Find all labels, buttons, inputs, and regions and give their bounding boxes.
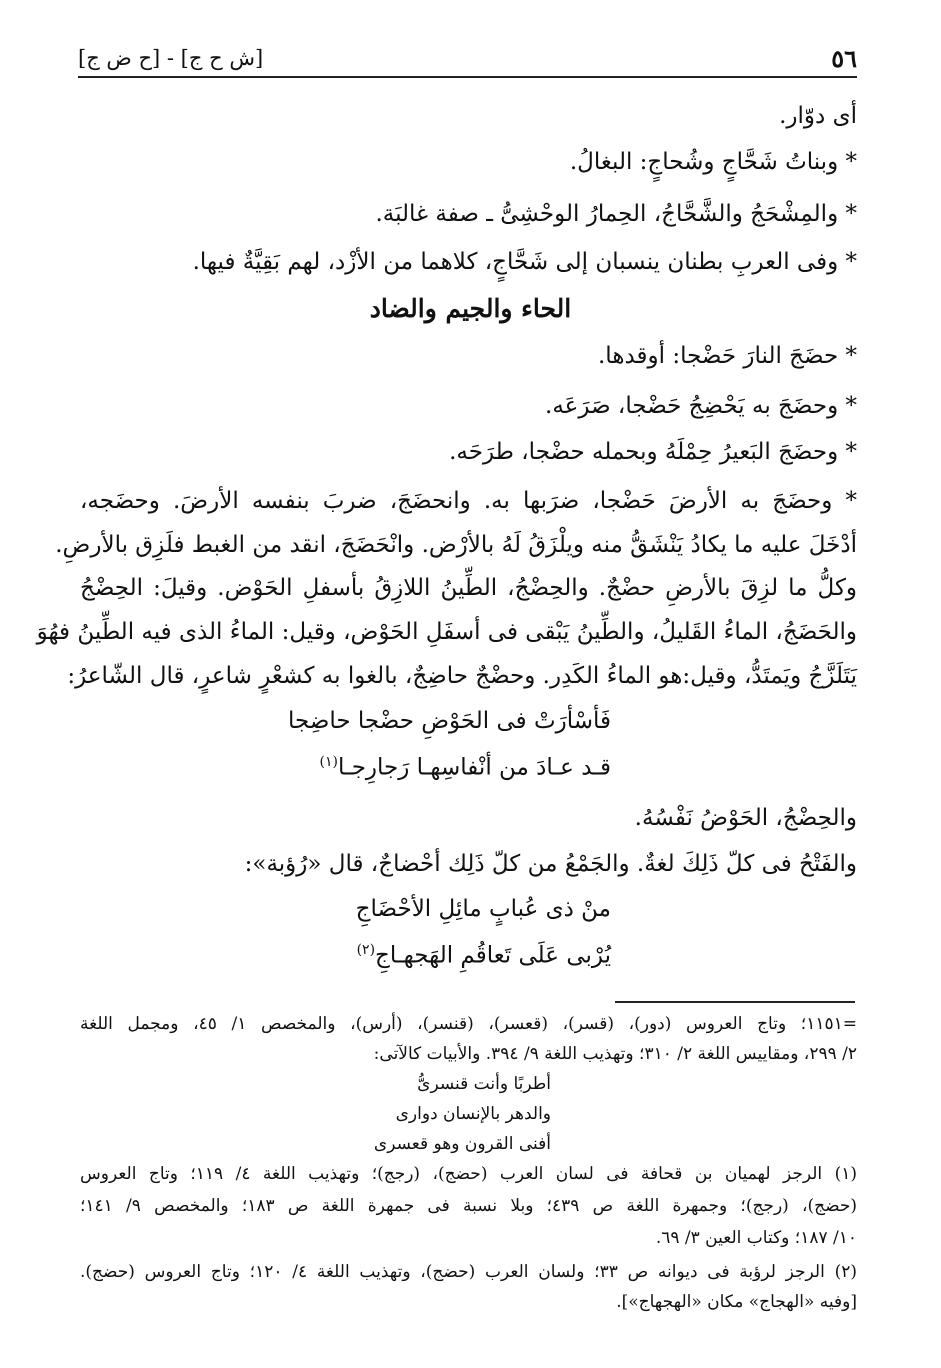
body-line: * وفى العربِ بطنان ينسبان إلى شَحَّاجٍ، كلاهما من الأزْد، لهم بَقِيَّةٌ فيها. — [192, 249, 857, 275]
body-line: * وحضَجَ به الأرضَ حَضْجا، ضرَبها به. وانحضَجَ، ضربَ بنفسه الأرضَ. وحضَجه، — [80, 488, 857, 514]
body-line: يَتَلَزَّجُ ويَمتَدُّ، وقيل:هو الماءُ الكَدِر. وحضْجٌ حاضِجٌ، بالغوا به كشعْرٍ شاعرٍ، قال الشّاعرُ: — [67, 663, 857, 689]
footnote-marker: (١) — [319, 754, 338, 770]
footnote-verse: أطربًا وأنت قنسرىُّ — [417, 1074, 551, 1094]
footnote-verse: أفنى القرون وهو قعسرى — [373, 1134, 551, 1154]
running-title: [ش ح ج] - [ح ض ج] — [78, 46, 264, 70]
footnote-line: (٢) الرجز لرؤبة فى ديوانه ص ٣٣؛ ولسان العرب (حضج)، وتهذيب اللغة ٤/ ١٢٠؛ وتاج العروس (حضج). — [80, 1262, 857, 1282]
verse-line — [357, 942, 611, 969]
footnote-line: (١) الرجز لهميان بن قحافة فى لسان العرب (حضج)، (رجج)؛ وتهذيب اللغة ٤/ ١١٩؛ وتاج العروس — [80, 1164, 857, 1184]
verse-text: قـد عـادَ من أنْفاسِهـا رَجارِجـا — [337, 754, 611, 781]
footnote-verse: والدهر بالإنسان دوارى — [395, 1104, 551, 1124]
body-line: * وحضَجَ به يَحْضِجُ حَضْجا، صَرَعَه. — [545, 393, 857, 419]
footnote-marker: (٢) — [356, 942, 376, 958]
body-line: والفَتْحُ فى كلّ ذَلِكَ لغةٌ. والجَمْعُ من كلّ ذَلِك أحْضاجٌ، قال «رُؤبة»: — [244, 851, 857, 877]
verse-line — [319, 754, 611, 781]
verse-line: منْ ذى عُبابٍ مائِلِ الأحْضَاجِ — [355, 896, 611, 922]
body-line: أدْخَلَ عليه ما يكادُ يَنْشَقُّ منه ويلْزَقُ لَهُ بالأرْض. وانْحَضَجَ، انقد من الغبط فلَزِق بالأرضِ. — [55, 532, 857, 558]
body-line: * والمِشْحَجُ والشَّحَّاجُ، الحِمارُ الوحْشِىُّ ـ صفة غالبَة. — [375, 201, 857, 227]
verse-line: فَأسْأرَتْ فى الحَوْضِ حضْجا حاضِجا — [287, 708, 611, 734]
body-line: * وحضَجَ البَعيرُ حِمْلَهُ وبحمله حضْجا، طرَحَه. — [449, 439, 857, 465]
body-line: أى دوّار. — [779, 103, 857, 129]
footnote-divider — [615, 1001, 855, 1003]
page-number: ٥٦ — [831, 43, 857, 73]
footnote-line: ٢/ ٢٩٩، ومقاييس اللغة ٢/ ٣١٠؛ وتهذيب اللغة ٩/ ٣٩٤. والأبيات كالآتى: — [373, 1044, 857, 1064]
footnote-line: (حضج)، (رجج)؛ وجمهرة اللغة ص ٤٣٩؛ وبلا نسبة فى جمهرة اللغة ص ١٨٣؛ والمخصص ٩/ ١٤١؛ — [80, 1196, 857, 1216]
body-line: وكلُّ ما لزِقَ بالأرضِ حضْجٌ. والحِضْجُ، الطِّينُ اللازِقُ بأسفلِ الحَوْض. وقيلَ: الحِضْجُ — [80, 575, 857, 601]
page-header — [78, 40, 857, 78]
body-line: * حضَجَ النارَ حَضْجا: أوقدها. — [598, 343, 857, 369]
footnote-line: [وفيه «الهجاج» مكان «الهجهاج»]. — [616, 1292, 857, 1312]
footnote-line: ١٠/ ١٨٧؛ وكتاب العين ٣/ ٦٩. — [655, 1228, 857, 1248]
footnote-line: =١١٥١؛ وتاج العروس (دور)، (قسر)، (قعسر)، (قنسر)، (أرس)، والمخصص ١/ ٤٥، ومجمل اللغة — [80, 1014, 857, 1034]
body-line: والحَضَجُ، الماءُ القَليلُ، والطِّينُ يَبْقى فى أسفَلِ الحَوْض، وقيل: الماءُ الذى فيه الطِّينُ فهُوَ — [36, 619, 857, 645]
body-line: والحِضْجُ، الحَوْضُ نَفْسُهُ. — [634, 805, 857, 831]
section-heading: الحاء والجيم والضاد — [369, 294, 572, 323]
body-line: * وبناتُ شَحَّاجٍ وشُحاجٍ: البغالُ. — [569, 149, 857, 175]
verse-text: يُرْبى عَلَى تَعاقُمِ الهَجهـاجِ — [375, 942, 611, 969]
